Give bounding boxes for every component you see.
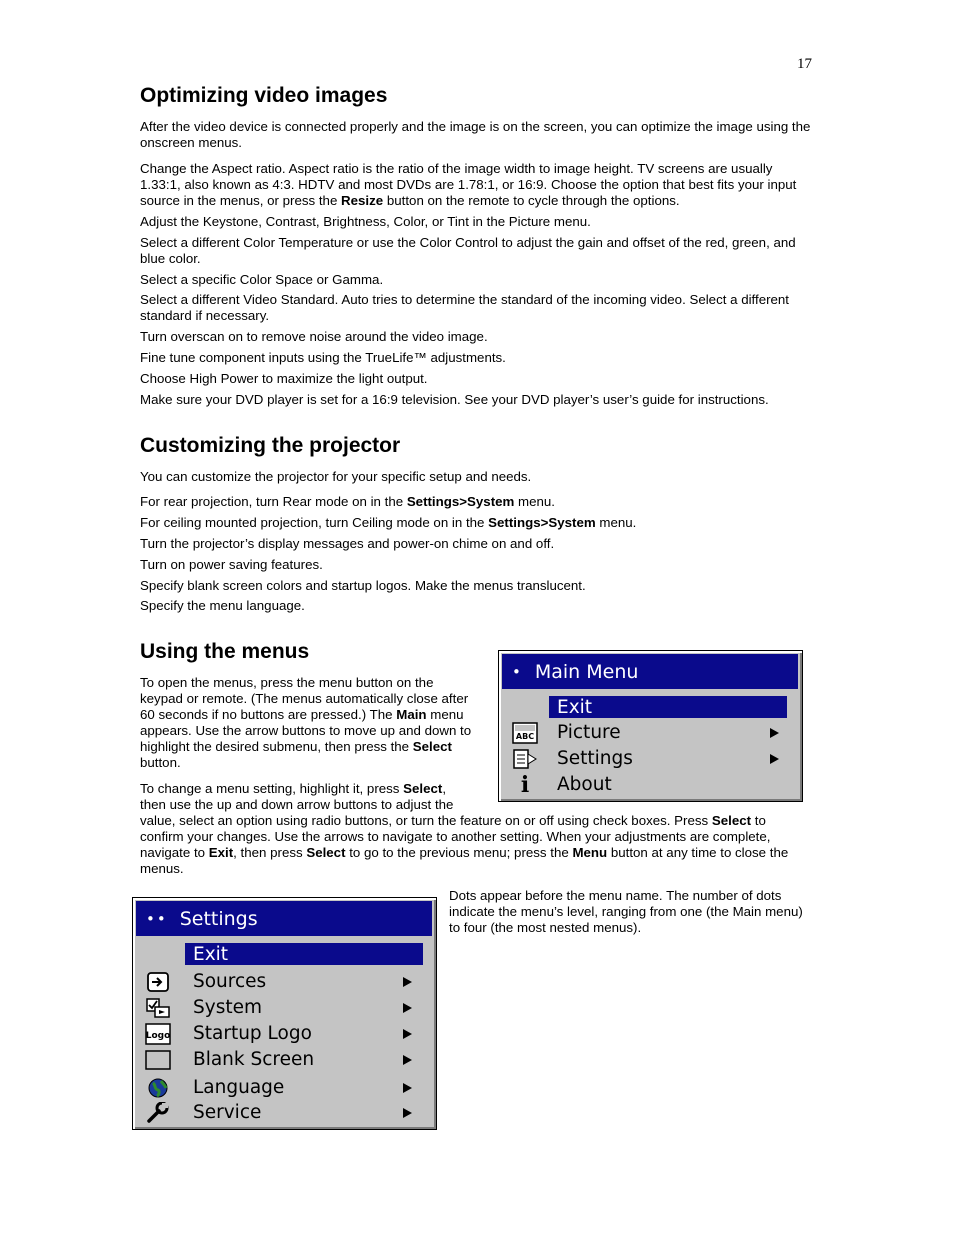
settings-menu-item-exit[interactable]: Exit	[185, 943, 423, 965]
paragraph-ceiling: For ceiling mounted projection, turn Ceiling mode on in the Settings>System menu.	[140, 515, 637, 530]
settings-menu-level-dots: ••	[146, 909, 168, 928]
settings-menu-item-system[interactable]: System	[193, 997, 262, 1018]
paragraph-keystone: Adjust the Keystone, Contrast, Brightness, Color, or Tint in the Picture menu.	[140, 214, 591, 229]
paragraph-language: Specify the menu language.	[140, 598, 305, 613]
main-menu-title-bar	[502, 654, 798, 689]
heading-using-menus: Using the menus	[140, 640, 310, 663]
settings-menu-title-bar	[136, 901, 432, 936]
paragraph-intro: After the video device is connected properly and the image is on the screen, you can optimize the image using the onscreen menus.	[140, 119, 811, 150]
paragraph-open-menus: To open the menus, press the menu button on the keypad or remote. (The menus automatically close after 60 seconds if no buttons are pressed.) The Main menu appears. Use the arrow buttons to move up and down to highlight the desired submenu, then press the Select button.	[140, 675, 472, 770]
page-number: 17	[797, 56, 812, 72]
system-icon	[144, 996, 172, 1020]
about-icon: i	[520, 772, 530, 798]
picture-icon	[511, 721, 539, 745]
settings-menu-item-startup-logo[interactable]: Startup Logo	[193, 1023, 312, 1044]
paragraph-messages: Turn the projector’s display messages and power-on chime on and off.	[140, 536, 555, 551]
startup-logo-icon-text: Logo	[145, 1031, 171, 1041]
paragraph-aspect: Change the Aspect ratio. Aspect ratio is the ratio of the image width to image height. TV screens are usually 1.33:1, also known as 4:3. HDTV and most DVDs are 1.78:1, or 16:9. Choose the option that best fits your input source in the menus, or press the Resize button on the remote to cycle through the options.	[140, 161, 797, 208]
startup-logo-icon	[144, 1022, 172, 1046]
picture-icon-text: ABC	[515, 732, 535, 741]
settings-menu-screenshot	[132, 897, 437, 1130]
blank-screen-arrow-icon	[403, 1055, 412, 1065]
main-menu-item-picture[interactable]: Picture	[557, 722, 621, 743]
language-arrow-icon	[403, 1083, 412, 1093]
paragraph-color-space: Select a specific Color Space or Gamma.	[140, 272, 384, 287]
main-menu-item-settings[interactable]: Settings	[557, 748, 633, 769]
settings-menu-item-sources[interactable]: Sources	[193, 971, 267, 992]
wrench-icon	[144, 1101, 172, 1125]
paragraph-high-power: Choose High Power to maximize the light output.	[140, 371, 428, 386]
main-menu-item-about[interactable]: About	[557, 774, 612, 795]
paragraph-overscan: Turn overscan on to remove noise around the video image.	[140, 329, 488, 344]
main-menu-screenshot	[498, 650, 803, 802]
paragraph-power-saving: Turn on power saving features.	[140, 557, 323, 572]
startup-logo-arrow-icon	[403, 1029, 412, 1039]
heading-optimizing: Optimizing video images	[140, 84, 388, 107]
service-arrow-icon	[403, 1108, 412, 1118]
heading-customizing: Customizing the projector	[140, 434, 401, 457]
blank-screen-icon	[144, 1048, 172, 1072]
main-menu-title: Main Menu	[534, 660, 639, 683]
system-arrow-icon	[403, 1003, 412, 1013]
paragraph-dots-note: Dots appear before the menu name. The number of dots indicate the menu’s level, ranging from one (the Main menu) to four (the most nested menus).	[449, 888, 803, 935]
settings-menu-item-language[interactable]: Language	[193, 1077, 285, 1098]
paragraph-rear: For rear projection, turn Rear mode on in the Settings>System menu.	[140, 494, 555, 509]
paragraph-dvd: Make sure your DVD player is set for a 16:9 television. See your DVD player’s user’s guide for instructions.	[140, 392, 769, 407]
settings-menu-item-blank-screen[interactable]: Blank Screen	[193, 1049, 315, 1070]
sources-icon	[144, 970, 172, 994]
settings-menu-item-service[interactable]: Service	[193, 1102, 262, 1123]
main-menu-item-exit[interactable]: Exit	[549, 696, 787, 718]
main-menu-level-dots: •	[512, 662, 523, 681]
paragraph-blank-screen: Specify blank screen colors and startup logos. Make the menus translucent.	[140, 578, 586, 593]
settings-arrow-icon	[770, 754, 779, 764]
paragraph-video-standard: Select a different Video Standard. Auto tries to determine the standard of the incoming video. Select a different standard if necessary.	[140, 292, 790, 323]
settings-icon	[511, 747, 539, 771]
paragraph-change-setting: To change a menu setting, highlight it, press Select, then use the up and down arrow buttons to adjust the value, select an option using radio buttons, or turn the feature on or off using check boxes. Press Select to confirm your changes. Use the arrows to navigate to another setting. When your adjustments are complete, navigate to Exit, then press Select to go to the previous menu; press the Menu button at any time to close the menus.	[140, 781, 789, 876]
sources-arrow-icon	[403, 977, 412, 987]
paragraph-customize-intro: You can customize the projector for your specific setup and needs.	[140, 469, 532, 484]
globe-icon	[144, 1076, 172, 1100]
paragraph-color-temp: Select a different Color Temperature or use the Color Control to adjust the gain and offset of the red, green, and blue color.	[140, 235, 796, 266]
paragraph-truelife: Fine tune component inputs using the TrueLife™ adjustments.	[140, 350, 506, 365]
picture-arrow-icon	[770, 728, 779, 738]
settings-menu-title: Settings	[179, 907, 258, 930]
